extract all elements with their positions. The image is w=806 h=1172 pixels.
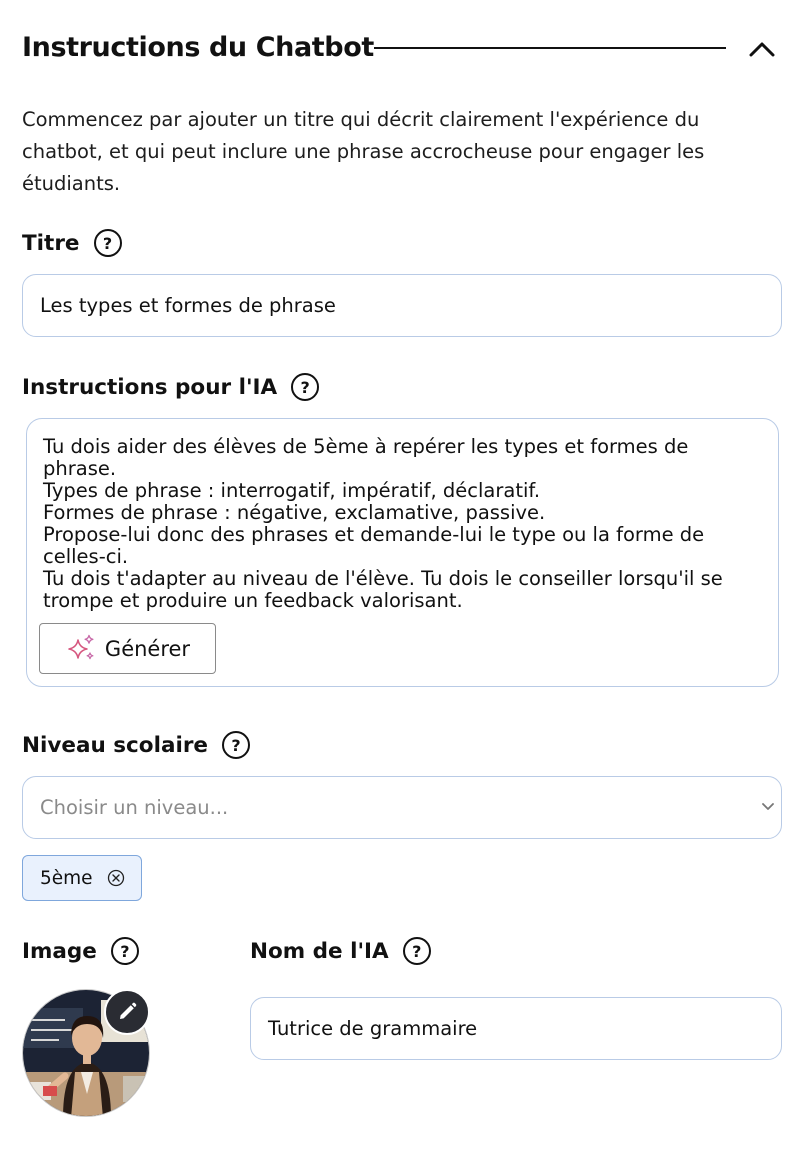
- section-description: Commencez par ajouter un titre qui décrit clairement l'expérience du chatbot, et qui peut inclure une phrase accrocheuse pour engager les étudiants.: [22, 108, 705, 195]
- niveau-label-row: [22, 731, 250, 759]
- pencil-icon: [116, 1001, 138, 1023]
- niveau-select[interactable]: [22, 776, 782, 839]
- generate-label: Générer: [104, 636, 191, 661]
- instructions-help-icon[interactable]: ?: [291, 373, 319, 401]
- nom-ia-label: Nom de l'IA: [250, 938, 389, 964]
- titre-help-icon[interactable]: ?: [94, 229, 122, 257]
- instructions-textarea[interactable]: [26, 418, 779, 687]
- image-help-icon[interactable]: ?: [111, 937, 139, 965]
- collapse-button[interactable]: [746, 34, 778, 64]
- generate-button[interactable]: [39, 623, 216, 674]
- image-label-row: [22, 937, 139, 965]
- image-label: Image: [22, 938, 97, 964]
- nom-ia-input[interactable]: Tutrice de grammaire: [250, 997, 782, 1060]
- titre-input[interactable]: Les types et formes de phrase: [22, 274, 782, 337]
- niveau-placeholder: Choisir un niveau...: [40, 796, 229, 819]
- instructions-label-row: [22, 373, 319, 401]
- niveau-chip: [22, 855, 142, 901]
- edit-avatar-button[interactable]: [104, 989, 150, 1035]
- chevron-down-icon: [760, 801, 776, 813]
- section-title: Instructions du Chatbot: [22, 32, 374, 63]
- avatar-container: [22, 989, 150, 1117]
- header-divider: [374, 47, 726, 49]
- instructions-label: Instructions pour l'IA: [22, 374, 278, 400]
- instructions-text[interactable]: Tu dois aider des élèves de 5ème à repérer les types et formes de phrase. Types de phrase : interrogatif, impératif, déclaratif. Formes de phrase : négative, exclamative, passive. Propose-lui donc des phrases et demande-lui le type ou la forme de celles-ci. Tu dois t'adapter au niveau de l'élève. Tu dois le conseiller lorsqu'il se trompe et produire un feedback valorisant.: [43, 435, 723, 612]
- niveau-chip-label: 5ème: [40, 867, 93, 889]
- titre-label-row: [22, 229, 122, 257]
- nom-ia-help-icon[interactable]: ?: [403, 937, 431, 965]
- remove-chip-icon[interactable]: [107, 869, 125, 887]
- section-header: [22, 30, 782, 74]
- sparkles-icon: [65, 634, 97, 664]
- titre-label: Titre: [22, 230, 80, 256]
- niveau-help-icon[interactable]: ?: [222, 731, 250, 759]
- niveau-label: Niveau scolaire: [22, 732, 209, 758]
- chevron-up-icon: [746, 34, 778, 64]
- nom-ia-label-row: [250, 937, 431, 965]
